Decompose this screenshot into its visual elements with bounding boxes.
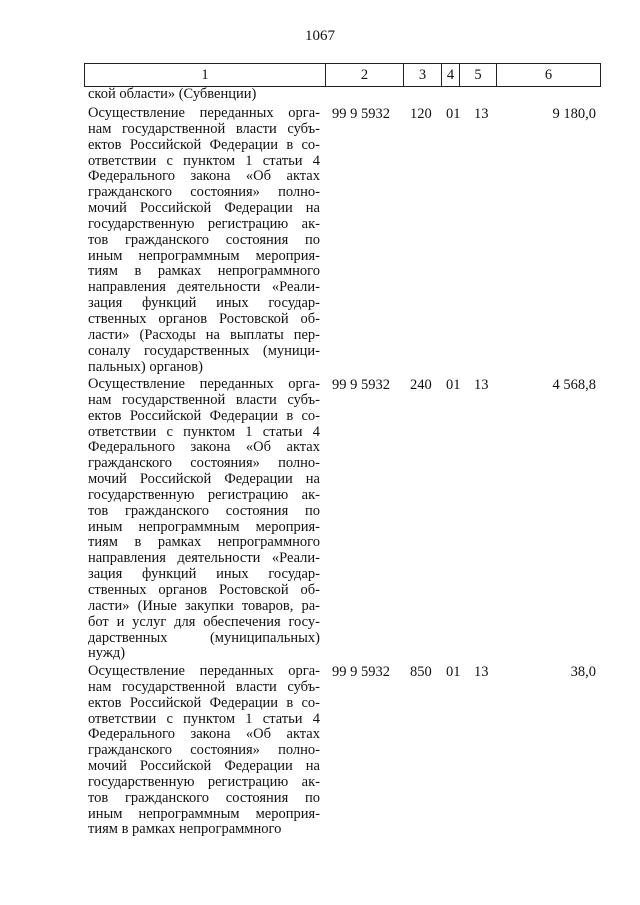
description-line: государственную регистрацию ак- [88,486,320,503]
description-line: зация функций иных государ- [88,295,320,312]
description-line: гражданского состояния» полно- [88,742,320,759]
description-line: иным непрограммным мероприя- [88,247,320,264]
row-expense-type: 240 [410,377,432,393]
description-line: Осуществление переданных орга- [88,663,320,679]
description-line: ственных органов Ростовской об- [88,310,320,327]
continued-text: ской области» (Субвенции) [88,86,257,102]
description-line: тиям в рамках непрограммного [88,534,320,551]
row-code: 99 9 5932 [332,106,390,122]
description-line: дарственных (муниципальных) [88,629,320,646]
description-line: Осуществление переданных орга- [88,376,320,392]
row-subsection: 13 [474,377,489,393]
description-line: тиям в рамках непрограммного [88,821,282,838]
description-line: государственную регистрацию ак- [88,215,320,232]
description-line: мочий Российской Федерации на [88,200,320,217]
row-section: 01 [446,377,461,393]
row-subsection: 13 [474,106,489,122]
description-line: ответствии с пунктом 1 статьи 4 [88,423,320,440]
description-line: ласти» (Иные закупки товаров, ра- [88,597,320,614]
page-number: 1067 [305,28,335,44]
header-col-5: 5 [460,64,497,86]
row-amount: 38,0 [570,664,596,680]
row-section: 01 [446,106,461,122]
description-line: нам государственной власти субъ- [88,120,320,137]
description-line: иным непрограммным мероприя- [88,518,320,535]
description-line: иным непрограммным мероприя- [88,805,320,822]
row-section: 01 [446,664,461,680]
row-expense-type: 120 [410,106,432,122]
row-description [88,664,320,838]
description-line: государственную регистрацию ак- [88,773,320,790]
description-line: направления деятельности «Реали- [88,279,320,296]
table-header [84,63,601,87]
description-line: нужд) [88,645,126,662]
row-amount: 4 568,8 [552,377,596,393]
description-line: Федерального закона «Об актах [88,439,320,456]
header-col-2: 2 [326,64,404,86]
row-expense-type: 850 [410,664,432,680]
description-line: соналу государственных (муници- [88,342,320,359]
description-line: нам государственной власти субъ- [88,391,320,408]
row-subsection: 13 [474,664,489,680]
description-line: мочий Российской Федерации на [88,758,320,775]
description-line: ственных органов Ростовской об- [88,581,320,598]
description-line: ответствии с пунктом 1 статьи 4 [88,152,320,169]
row-description [88,106,320,375]
description-line: тов гражданского состояния по [88,231,320,248]
description-line: зация функций иных государ- [88,566,320,583]
description-line: ектов Российской Федерации в со- [88,694,320,711]
description-line: ектов Российской Федерации в со- [88,136,320,153]
row-code: 99 9 5932 [332,377,390,393]
row-code: 99 9 5932 [332,664,390,680]
description-line: Федерального закона «Об актах [88,726,320,743]
description-line: нам государственной власти субъ- [88,678,320,695]
header-col-1: 1 [84,64,326,86]
description-line: гражданского состояния» полно- [88,455,320,472]
description-line: Федерального закона «Об актах [88,168,320,185]
description-line: ласти» (Расходы на выплаты пер- [88,326,320,343]
header-col-4: 4 [442,64,460,86]
description-line: пальных) органов) [88,358,203,375]
description-line: Осуществление переданных орга- [88,105,320,121]
description-line: бот и услуг для обеспечения госу- [88,613,320,630]
row-amount: 9 180,0 [552,106,596,122]
description-line: тиям в рамках непрограммного [88,263,320,280]
description-line: гражданского состояния» полно- [88,184,320,201]
row-description [88,377,320,662]
description-line: мочий Российской Федерации на [88,471,320,488]
header-col-3: 3 [404,64,442,86]
header-col-6: 6 [497,64,601,86]
description-line: тов гражданского состояния по [88,502,320,519]
description-line: направления деятельности «Реали- [88,550,320,567]
description-line: ответствии с пунктом 1 статьи 4 [88,710,320,727]
description-line: тов гражданского состояния по [88,789,320,806]
description-line: ектов Российской Федерации в со- [88,407,320,424]
